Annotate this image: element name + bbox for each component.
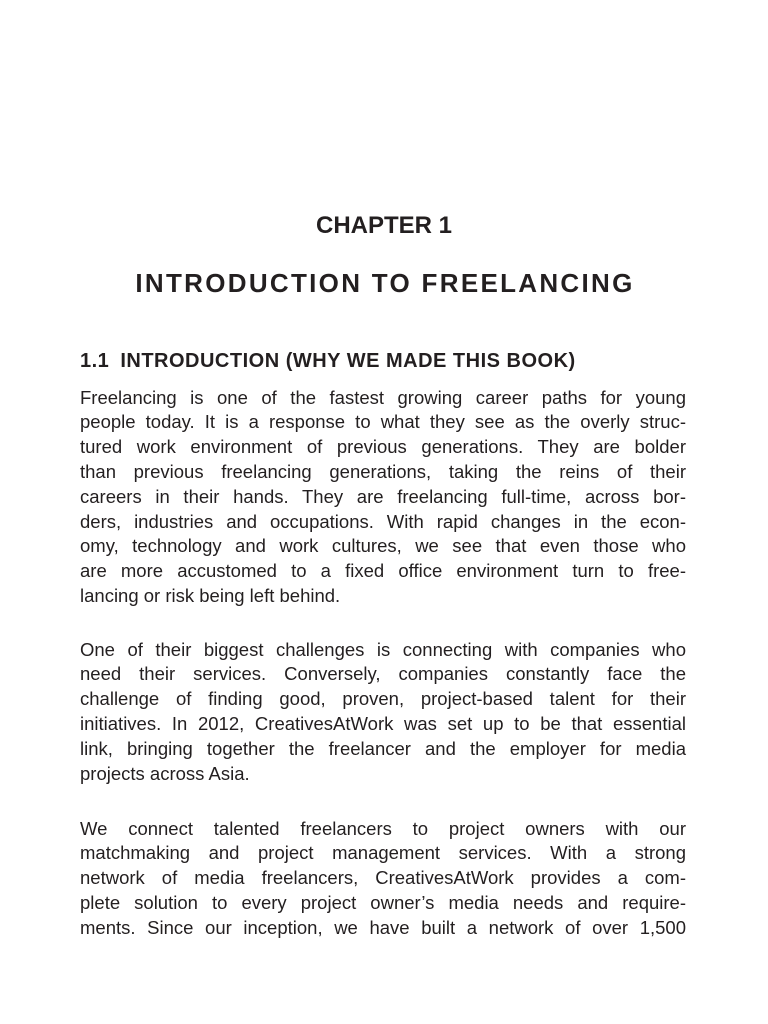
text-line: people today. It is a response to what they see as the overly struc- <box>80 411 686 433</box>
text-line: Freelancing is one of the fastest growing career paths for young <box>80 386 686 408</box>
text-line: projects across Asia. <box>80 762 250 784</box>
text-line: ments. Since our inception, we have built a network of over 1,500 <box>80 916 686 938</box>
section-number: 1.1 <box>80 350 110 372</box>
text-line: omy, technology and work cultures, we see that even those who <box>80 535 686 557</box>
text-line: initiatives. In 2012, CreativesAtWork was set up to be that essential <box>80 712 686 734</box>
section-heading <box>80 349 686 373</box>
text-line: need their services. Conversely, companies constantly face the <box>80 663 686 685</box>
text-line: challenge of finding good, proven, project-based talent for their <box>80 688 686 710</box>
chapter-title: INTRODUCTION TO FREELANCING <box>135 268 635 298</box>
text-line: lancing or risk being left behind. <box>80 584 341 606</box>
text-line: network of media freelancers, CreativesAtWork provides a com- <box>80 867 686 889</box>
text-line: ders, industries and occupations. With rapid changes in the econ- <box>80 510 686 532</box>
text-line: plete solution to every project owner’s media needs and require- <box>80 891 686 913</box>
text-line: tured work environment of previous generations. They are bolder <box>80 436 686 458</box>
paragraph <box>80 817 686 941</box>
text-line: One of their biggest challenges is connecting with companies who <box>80 638 686 660</box>
text-line: than previous freelancing generations, taking the reins of their <box>80 460 686 482</box>
paragraph <box>80 386 686 609</box>
text-line: careers in their hands. They are freelancing full-time, across bor- <box>80 485 686 507</box>
chapter-label: CHAPTER 1 <box>315 212 453 239</box>
text-line: link, bringing together the freelancer and the employer for media <box>80 737 686 759</box>
paragraph <box>80 638 686 787</box>
section-title: INTRODUCTION (WHY WE MADE THIS BOOK) <box>120 350 576 372</box>
text-line: We connect talented freelancers to project owners with our <box>80 817 686 839</box>
text-line: are more accustomed to a fixed office environment turn to free- <box>80 560 686 582</box>
text-line: matchmaking and project management services. With a strong <box>80 842 686 864</box>
